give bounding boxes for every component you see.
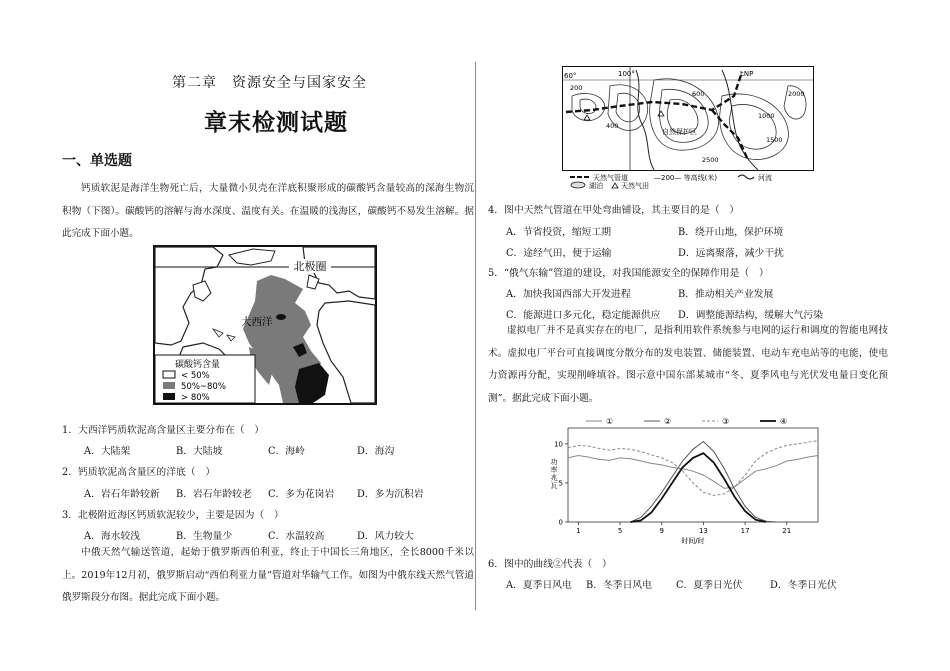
column-divider [475,62,476,610]
option-a[interactable]: A．大陆架 [84,446,131,457]
plot-frame [568,428,818,522]
series-line-2 [620,442,776,523]
longitude-label: 100° [618,70,635,78]
legend-contour: —200— 等高线(米) [654,174,718,182]
option-b[interactable]: B．生物量少 [176,531,233,542]
x-tick-label: 17 [740,527,750,535]
option-c[interactable]: C．能源进口多元化，稳定能源供应 [506,310,661,321]
x-tick-label: 13 [698,527,708,535]
option-d[interactable]: D．远离聚落，减少干扰 [678,248,784,259]
legend-title: 碳酸钙含量 [175,360,221,370]
chapter-heading: 第二章 资源安全与国家安全 [172,75,367,91]
legend-lake: 湖泊 [589,182,603,189]
section-heading: 一、单选题 [62,153,132,169]
atlantic-label: 大西洋 [241,316,273,328]
option-a[interactable]: A．岩石年龄较新 [84,489,160,500]
legend-label: ③ [722,417,730,426]
option-b[interactable]: B．绕开山地，保护环境 [678,227,784,238]
option-c[interactable]: C．途经气田，便于运输 [506,248,612,259]
option-b[interactable]: B．大陆坡 [176,446,223,457]
y-tick-label: 10 [554,440,563,449]
option-d[interactable]: D．冬季日光伏 [770,580,837,591]
option-d[interactable]: D．海沟 [357,446,395,457]
y-axis-label: 功率兆瓦 [550,458,558,490]
question-3: 3．北极附近海区钙质软泥较少，主要是因为（ ） [62,510,284,521]
legend-item-high: > 80% [181,393,210,403]
y-tick-label: 0 [558,518,563,527]
option-d[interactable]: D．风力较大 [357,531,414,542]
x-tick-label: 21 [782,527,792,535]
option-d[interactable]: D．调整能源结构，缓解大气污染 [678,310,824,321]
question-6: 6．图中的曲线②代表（ ） [488,559,612,570]
option-a[interactable]: A．夏季日风电 [506,580,572,591]
legend-gas-field: 天然气田 [621,182,649,189]
question-2: 2．钙质软泥高含量区的洋底（ ） [62,467,216,478]
contour-label: 2500 [702,156,719,164]
chart-legend [586,417,787,426]
x-tick-label: 9 [659,527,664,535]
x-tick-label: 1 [576,527,581,535]
legend-river: 河流 [758,174,772,182]
contour-label: 1000 [758,112,775,120]
question-1: 1．大西洋钙质软泥高含量区主要分布在（ ） [62,425,265,436]
legend-label: ① [606,417,614,426]
option-d[interactable]: D．多为沉积岩 [357,489,424,500]
option-c[interactable]: C．水温较高 [268,531,325,542]
x-tick-label: 5 [617,527,623,535]
latitude-label: 60° [564,72,577,80]
pipeline-map [562,66,814,189]
chart-axes [551,428,819,535]
legend-label: ② [664,417,672,426]
option-b[interactable]: B．冬季日风电 [586,580,652,591]
page-title: 章末检测试题 [204,110,348,136]
legend-label: ④ [780,417,788,426]
question-4: 4．图中天然气管道在甲处弯曲铺设，其主要目的是（ ） [488,205,740,216]
x-axis-label: 时间/时 [681,537,705,544]
option-a[interactable]: A．海水较浅 [84,531,141,542]
legend-item-mid: 50%~80% [181,382,226,392]
contour-label: 200 [570,84,583,92]
power-forecast-chart [546,414,826,544]
contour-label: 400 [606,122,619,130]
option-a[interactable]: A．节省投资，缩短工期 [506,227,612,238]
contour-label: 1500 [766,136,783,144]
lnp-label: LNP [740,70,754,78]
option-c[interactable]: C．夏季日光伏 [676,580,743,591]
contour-label: 600 [692,90,705,98]
virtual-plant-passage: 虚拟电厂并不是真实存在的电厂，是指利用软件系统参与电网的运行和调度的智能电网技术。虚拟电厂平台可直接调度分散分布的发电装置、储能装置、电动车充电站等的电能，使电力资源再分配，实现削峰填谷。图示意中国东部某城市“冬、夏季风电与光伏发电量日变化预测”。据此完成下面小题。 [488,325,888,404]
arctic-circle-label: 北极圈 [293,260,327,273]
contour-label: 2000 [788,90,805,98]
option-b[interactable]: B．岩石年龄较老 [176,489,252,500]
pipeline-passage: 中俄天然气输送管道，起始于俄罗斯西伯利亚，终止于中国长三角地区，全长8000千米以上。2019年12月初，俄罗斯启动“西伯利亚力量”管道对华输气工作。如图为中俄东线天然气管道俄罗斯段分布图。据此完成下面小题。 [62,547,474,603]
question-5: 5．“俄气东输”管道的建设，对我国能源安全的保障作用是（ ） [488,268,769,279]
option-a[interactable]: A．加快我国西部大开发进程 [506,289,631,300]
atlantic-carbonate-map [153,245,377,405]
chart-series [568,441,818,522]
legend-pipeline: 天然气管道 [593,174,628,182]
y-tick-label: 5 [558,479,563,488]
option-c[interactable]: C．海岭 [268,446,305,457]
option-c[interactable]: C．多为花岗岩 [268,489,335,500]
legend-item-low: < 50% [181,371,210,381]
option-b[interactable]: B．推动相关产业发展 [678,289,774,300]
reserve-label: 自然保护区 [662,128,697,136]
intro-passage: 钙质软泥是海洋生物死亡后，大量微小贝壳在洋底积聚形成的碳酸钙含量较高的深海生物沉积物（下图）。碳酸钙的溶解与海水深度、温度有关。在温暖的浅海区，碳酸钙不易发生溶解。据此完成下面小题。 [62,183,474,239]
